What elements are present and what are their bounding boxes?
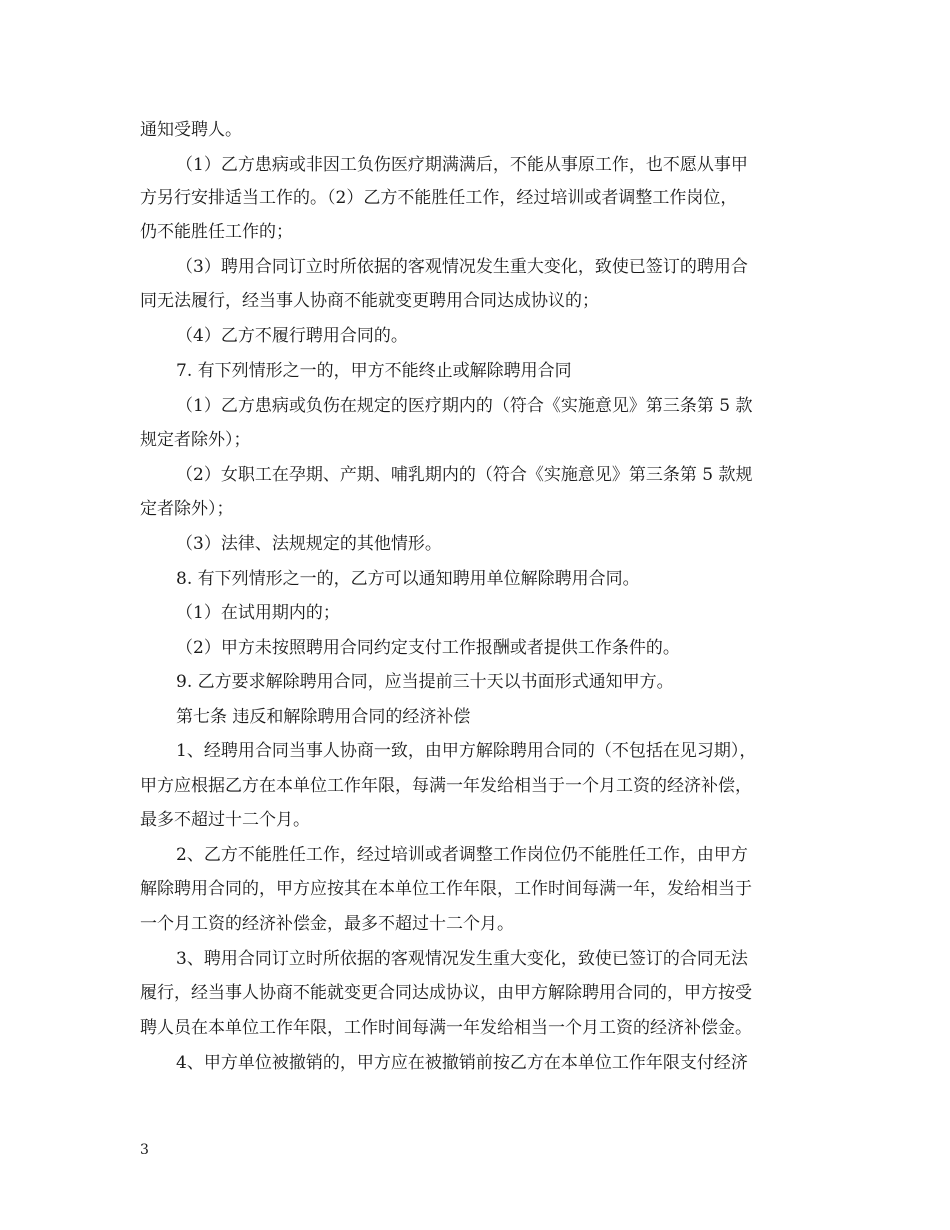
section-heading: 第七条 违反和解除聘用合同的经济补偿 <box>176 707 471 727</box>
text-line: 聘人员在本单位工作年限，工作时间每满一年发给相当一个月工资的经济补偿金。 <box>140 1018 752 1038</box>
text-line: 最多不超过十二个月。 <box>140 810 310 830</box>
page-number: 3 <box>140 1142 149 1158</box>
text-line: 解除聘用合同的，甲方应按其在本单位工作年限，工作时间每满一年，发给相当于 <box>140 879 752 899</box>
text-line: 规定者除外）； <box>140 430 251 450</box>
text-line: 定者除外）； <box>140 499 234 519</box>
text-line: （3）法律、法规规定的其他情形。 <box>176 534 442 554</box>
text-line: （3）聘用合同订立时所依据的客观情况发生重大变化，致使已签订的聘用合 <box>176 257 748 277</box>
text-line: 3、聘用合同订立时所依据的客观情况发生重大变化，致使已签订的合同无法 <box>176 949 748 969</box>
text-line: 8. 有下列情形之一的，乙方可以通知聘用单位解除聘用合同。 <box>176 569 640 589</box>
text-line: 2、乙方不能胜任工作，经过培训或者调整工作岗位仍不能胜任工作，由甲方 <box>176 845 748 865</box>
text-line: 履行，经当事人协商不能就变更合同达成协议，由甲方解除聘用合同的，甲方按受 <box>140 983 752 1003</box>
text-line: 一个月工资的经济补偿金，最多不超过十二个月。 <box>140 914 514 934</box>
text-line: 方另行安排适当工作的。（2）乙方不能胜任工作，经过培训或者调整工作岗位， <box>140 188 738 208</box>
text-line: 9. 乙方要求解除聘用合同，应当提前三十天以书面形式通知甲方。 <box>176 672 674 692</box>
text-line: 4、甲方单位被撤销的，甲方应在被撤销前按乙方在本单位工作年限支付经济 <box>176 1053 748 1073</box>
text-line: 甲方应根据乙方在本单位工作年限，每满一年发给相当于一个月工资的经济补偿， <box>140 776 752 796</box>
text-line: 通知受聘人。 <box>140 120 242 140</box>
text-line: （2）甲方未按照聘用合同约定支付工作报酬或者提供工作条件的。 <box>176 638 680 658</box>
text-line: （1）在试用期内的； <box>176 603 340 623</box>
text-line: （4）乙方不履行聘用合同的。 <box>176 326 408 346</box>
text-line: 1、经聘用合同当事人协商一致，由甲方解除聘用合同的（不包括在见习期）， <box>176 741 757 761</box>
text-line: （2）女职工在孕期、产期、哺乳期内的（符合《实施意见》第三条第 5 款规 <box>176 465 753 485</box>
text-line: 7. 有下列情形之一的，甲方不能终止或解除聘用合同 <box>176 361 572 381</box>
text-line: 仍不能胜任工作的； <box>140 222 293 242</box>
text-line: （1）乙方患病或非因工负伤医疗期满满后，不能从事原工作，也不愿从事甲 <box>176 155 748 175</box>
text-line: 同无法履行，经当事人协商不能就变更聘用合同达成协议的； <box>140 291 599 311</box>
text-line: （1）乙方患病或负伤在规定的医疗期内的（符合《实施意见》第三条第 5 款 <box>176 396 753 416</box>
